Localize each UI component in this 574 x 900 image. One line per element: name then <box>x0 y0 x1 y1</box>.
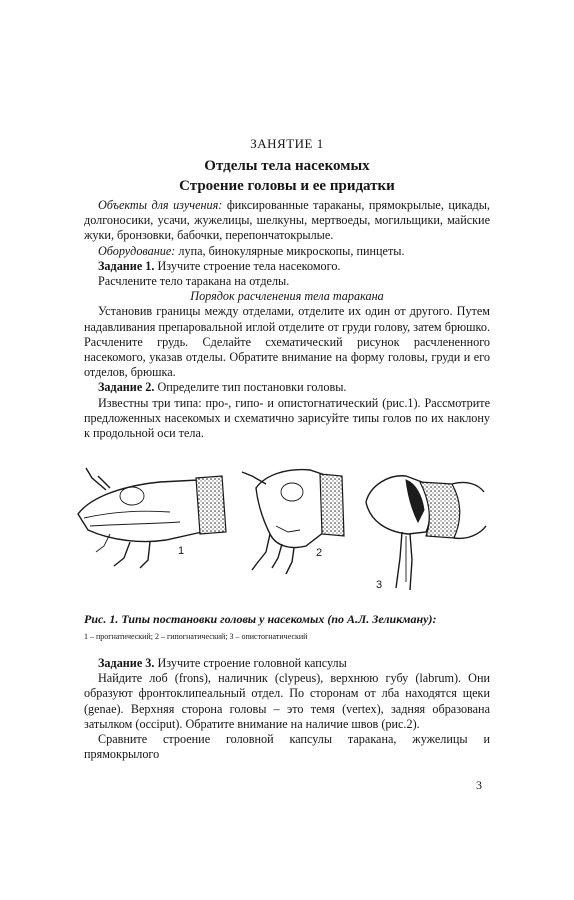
intro-block <box>84 198 490 441</box>
task2-text: Определите тип постановки головы. <box>154 380 347 395</box>
task1-text: Изучите строение тела насекомого. <box>154 258 341 273</box>
task2-paragraph <box>84 380 490 395</box>
task3-block <box>84 656 490 762</box>
objects-text: фиксированные тараканы, прямокрылые, цикады, долгоносики, усачи, жужелицы, шелкуны, мертвоеды, могильщики, майские жуки, бронзовки, бабочки, перепончатокрылые. <box>84 198 490 243</box>
page-title-line-1: Отделы тела насекомых <box>204 158 370 174</box>
head-types-figure <box>70 462 490 600</box>
task1-paragraph <box>84 259 490 274</box>
lesson-label: ЗАНЯТИЕ 1 <box>250 136 324 151</box>
figure-caption-legend: 1 – прогнатический; 2 – гипогнатический; 3 – опистогнатический <box>84 632 308 641</box>
task1-line2: Расчлените тело таракана на отделы. <box>98 274 290 289</box>
procedure-paragraph: Установив границы между отделами, отделите их один от другого. Путем надавливания препаровальной иглой отделите от груди голову, затем брюшко. Расчлените грудь. Сделайте схематический рисунок расчлененного насекомого, указав отделы. Обратите внимание на форму головы, груди и его отделов, брюшка. <box>84 304 490 380</box>
task1-label: Задание 1. <box>98 258 155 273</box>
task3-paragraph <box>84 656 490 671</box>
task3-description: Найдите лоб (frons), наличник (clypeus), верхнюю губу (labrum). Они образуют фронтоклипеальный отдел. По сторонам от лба находятся щеки (genae). Верхняя сторона головы – это темя (vertex), задняя образована затылком (occiput). Обратите внимание на наличие швов (рис.2). <box>84 671 490 731</box>
figure-label-1: 1 <box>178 545 185 557</box>
equipment-paragraph <box>84 244 490 259</box>
opisthognathous-head-drawing <box>366 476 486 591</box>
task3-text: Изучите строение головной капсулы <box>154 656 347 670</box>
prognathous-head-drawing <box>78 468 226 568</box>
task3-compare: Сравните строение головной капсулы таракана, жужелицы и прямокрылого <box>84 732 490 762</box>
page-number: 3 <box>476 778 482 792</box>
objects-paragraph <box>84 198 490 244</box>
objects-label: Объекты для изучения: <box>98 198 223 212</box>
hypognathous-head-drawing <box>242 470 344 574</box>
task3-label: Задание 3. <box>98 656 155 670</box>
equipment-text: лупа, бинокулярные микроскопы, пинцеты. <box>175 243 405 258</box>
task2-label: Задание 2. <box>98 380 155 395</box>
page-title-line-2: Строение головы и ее придатки <box>179 178 395 194</box>
task2-description: Известны три типа: про-, гипо- и опистогнатический (рис.1). Рассмотрите предложенных насекомых и схематично зарисуйте типы голов по их наклону к продольной оси тела. <box>84 395 490 441</box>
figure-caption: Рис. 1. Типы постановки головы у насекомых (по А.Л. Зеликману): <box>84 612 437 626</box>
figure-label-2: 2 <box>316 547 323 559</box>
figure-label-3: 3 <box>376 579 383 591</box>
procedure-heading: Порядок расчленения тела таракана <box>190 289 384 304</box>
equipment-label: Оборудование: <box>98 243 176 258</box>
